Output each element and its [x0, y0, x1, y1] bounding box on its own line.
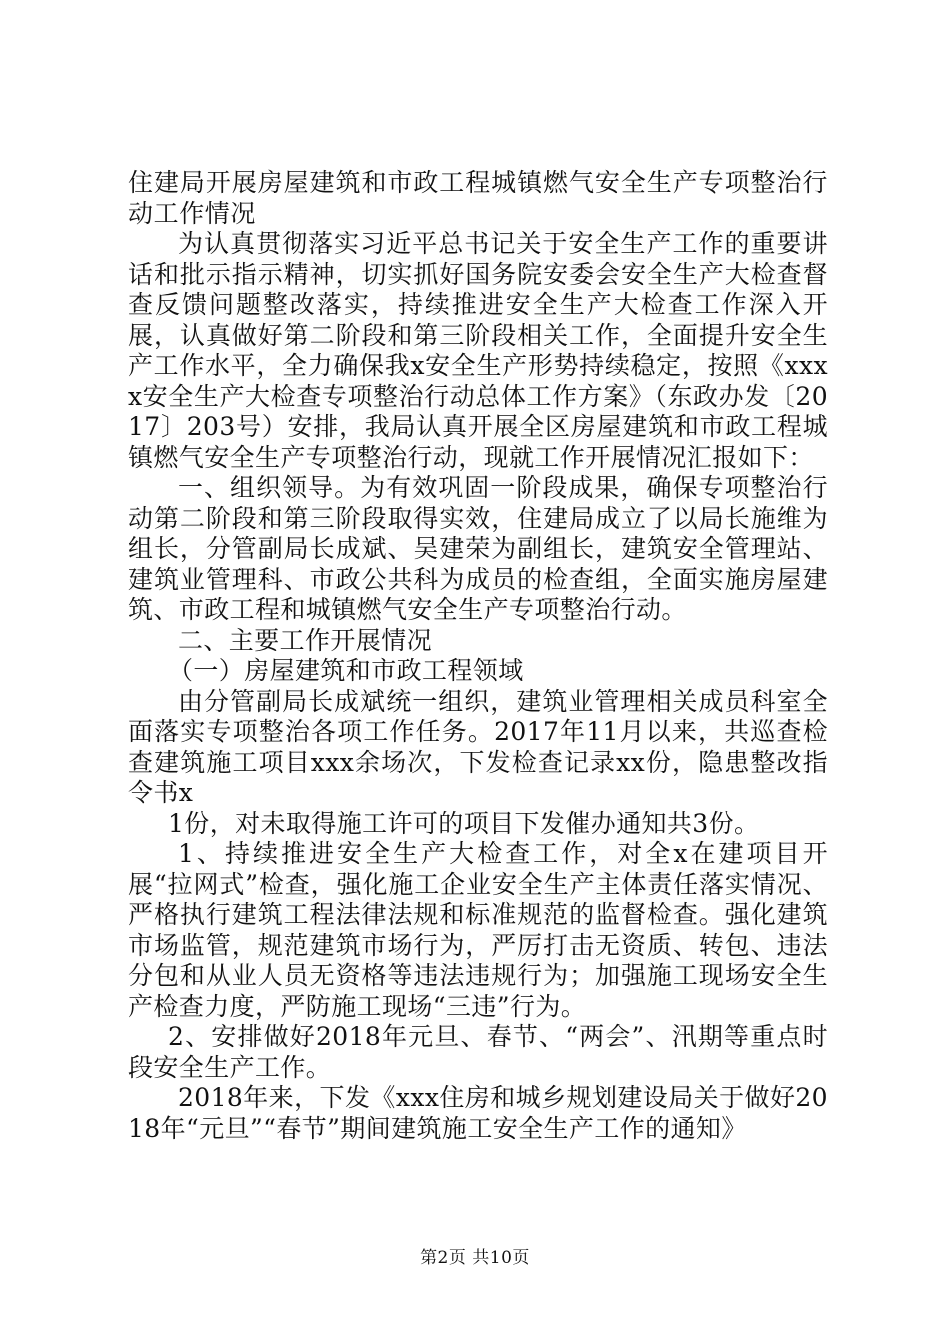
paragraph-intro: 为认真贯彻落实习近平总书记关于安全生产工作的重要讲话和批示指示精神，切实抓好国务院安委会安全生产大检查督查反馈问题整改落实，持续推进安全生产大检查工作深入开展，认真做好第二阶段和第三阶段相关工作，全面提升安全生产工作水平，全力确保我x安全生产形势持续稳定，按照《xxxx安全生产大检查专项整治行动总体工作方案》（东政办发〔2017〕203号）安排，我局认真开展全区房屋建筑和市政工程城镇燃气安全生产专项整治行动，现就工作开展情况汇报如下：	[128, 229, 828, 472]
document-title: 住建局开展房屋建筑和市政工程城镇燃气安全生产专项整治行动工作情况	[128, 168, 828, 228]
paragraph-notices: 1份，对未取得施工许可的项目下发催办通知共3份。	[168, 808, 760, 838]
paragraph-organization: 一、组织领导。为有效巩固一阶段成果，确保专项整治行动第二阶段和第三阶段取得实效，住建局成立了以局长施维为组长，分管副局长成斌、吴建荣为副组长，建筑安全管理站、建筑业管理科、市政公共科为成员的检查组，全面实施房屋建筑、市政工程和城镇燃气安全生产专项整治行动。	[128, 473, 828, 624]
section-heading-main-work: 二、主要工作开展情况	[178, 625, 433, 655]
paragraph-item-2: 2、安排做好2018年元旦、春节、“两会”、汛期等重点时段安全生产工作。	[128, 1022, 828, 1082]
subsection-heading-housing: （一）房屋建筑和市政工程领域	[168, 656, 524, 685]
paragraph-item-1: 1、持续推进安全生产大检查工作，对全x在建项目开展“拉网式”检查，强化施工企业安全生产主体责任落实情况、严格执行建筑工程法律法规和标准规范的监督检查。强化建筑市场监管，规范建筑市场行为，严厉打击无资质、转包、违法分包和从业人员无资格等违法违规行为；加强施工现场安全生产检查力度，严防施工现场“三违”行为。	[128, 839, 828, 1021]
page-footer: 第2页 共10页	[420, 1248, 530, 1268]
paragraph-housing-summary: 由分管副局长成斌统一组织，建筑业管理相关成员科室全面落实专项整治各项工作任务。2017年11月以来，共巡查检查建筑施工项目xxx余场次，下发检查记录xx份，隐患整改指令书x	[128, 686, 828, 807]
document-body	[128, 168, 828, 1144]
paragraph-2018: 2018年来，下发《xxx住房和城乡规划建设局关于做好2018年“元旦”“春节”期间建筑施工安全生产工作的通知》	[128, 1083, 828, 1143]
